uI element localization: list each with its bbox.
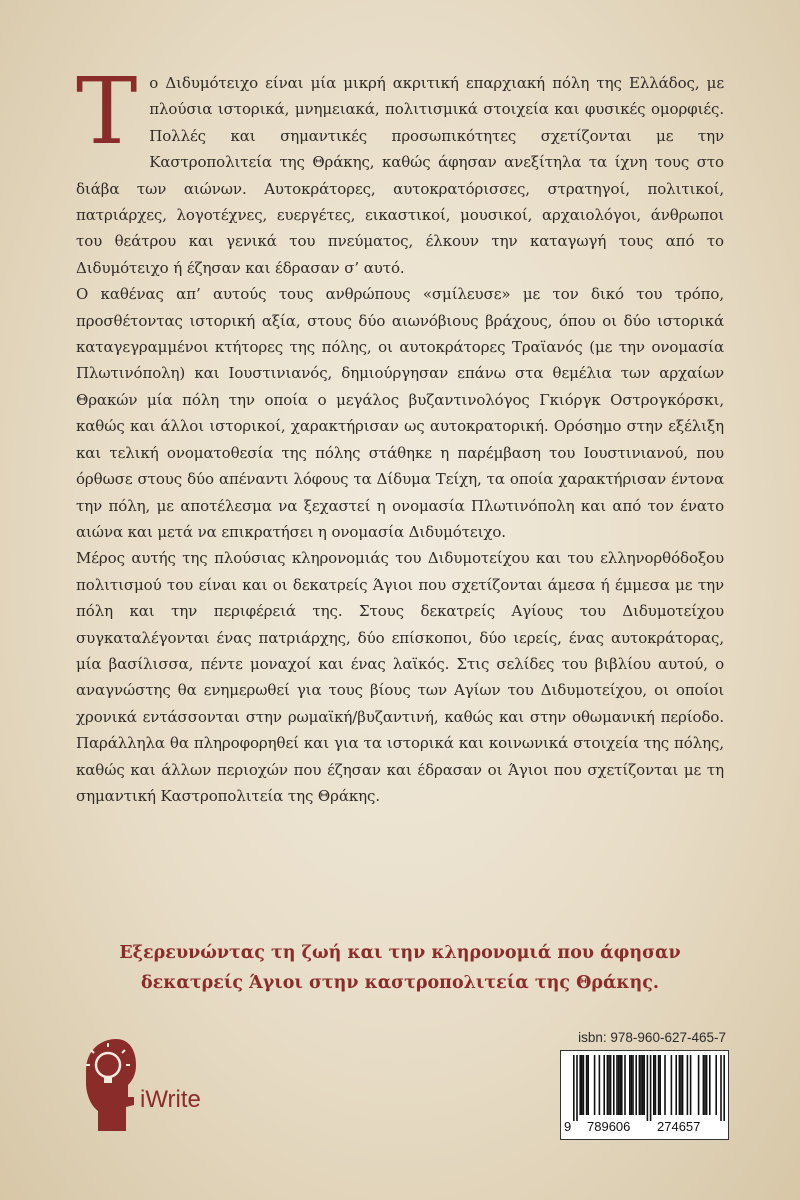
isbn-label: isbn: 978-960-627-465-7 — [578, 1030, 726, 1045]
paragraph-1-text: ο Διδυμότειχο είναι μία μικρή ακριτική επαρχιακή πόλη της Ελλάδος, με πλούσια ιστορικά, μνημειακά, πολιτισμικά στοιχεία και φυσικές ομορφιές. Πολλές και σημαντικές προσωπικότητες σχετίζονται με την Καστροπολιτεία της Θράκης, καθώς άφησαν ανεξίτηλα τα ίχνη τους στο διάβα των αιώνων. Αυτοκράτορες, αυτοκρατόρισσες, στρατηγοί, πολιτικοί, πατριάρχες, λογοτέχνες, ευεργέτες, εικαστικοί, μουσικοί, αρχαιολόγοι, άνθρωποι του θεάτρου και γενικά του πνεύματος, έλκουν την καταγωγή τους από το Διδυμότειχο ή έζησαν και έδρασαν σ’ αυτό. — [76, 74, 724, 277]
barcode-bar — [655, 1055, 657, 1115]
barcode-digits — [561, 1117, 728, 1137]
barcode-bar — [573, 1055, 575, 1121]
barcode-bar — [576, 1055, 578, 1121]
barcode-bar — [610, 1055, 612, 1115]
barcode — [560, 1050, 729, 1140]
barcode-bar — [682, 1055, 684, 1115]
tagline-line-2: δεκατρείς Άγιοι στην καστροπολιτεία της Θράκης. — [140, 973, 660, 993]
barcode-bar — [675, 1055, 677, 1115]
barcode-bar — [603, 1055, 605, 1115]
barcode-bar — [650, 1055, 652, 1121]
barcode-bar — [581, 1055, 583, 1115]
barcode-digits-left: 789606 — [587, 1119, 631, 1134]
barcode-bar — [607, 1055, 609, 1115]
barcode-bar — [715, 1055, 717, 1115]
barcode-bar — [679, 1055, 681, 1115]
barcode-bar — [629, 1055, 631, 1115]
barcode-bar — [671, 1055, 673, 1115]
barcode-bar — [579, 1055, 581, 1115]
barcode-bar — [616, 1055, 618, 1115]
drop-cap: Τ — [76, 58, 138, 165]
paragraph-2: Ο καθένας απ’ αυτούς τους ανθρώπους «σμίλευσε» με τον δικό του τρόπο, προσθέτοντας ιστορική αξία, στους δύο αιωνόβιους βράχους, όπου οι δύο ιστορικά καταγεγραμμένοι κτήτορες της πόλης, οι αυτοκράτορες Τραϊανός (με την ονομασία Πλωτινόπολη) και Ιουστινιανός, δημιούργησαν επάνω στα θεμέλια των αρχαίων Θρακών μία πόλη την οποία ο μεγάλος βυζαντινολόγος Γκιόργκ Οστρογκόρσκι, καθώς και άλλοι ιστορικοί, χαρακτήρισαν ως αυτοκρατορική. Ορόσημο στην εξέλιξη και τελική ονοματοθεσία της πόλης στάθηκε η παρέμβαση του Ιουστινιανού, που όρθωσε στους δύο απέναντι λόφους τα Δίδυμα Τείχη, τα οποία χαρακτήρισαν έντονα την πόλη, με αποτέλεσμα να ξεχαστεί η ονομασία Πλωτινόπολη και από τον ένατο αιώνα και μετά να επικρατήσει η ονομασία Διδυμότειχο. — [76, 285, 724, 541]
barcode-bar — [635, 1055, 637, 1115]
tagline — [100, 938, 700, 998]
barcode-bar — [664, 1055, 666, 1115]
barcode-bar — [703, 1055, 705, 1115]
barcode-bar — [720, 1055, 722, 1121]
tagline-line-1: Εξερευνώντας τη ζωή και την κληρονομιά που άφησαν — [119, 943, 681, 963]
barcode-bar — [594, 1055, 596, 1115]
barcode-bar — [632, 1055, 634, 1115]
barcode-bar — [599, 1055, 601, 1115]
barcode-bar — [618, 1055, 620, 1115]
barcode-bar — [587, 1055, 589, 1115]
barcode-bar — [583, 1055, 585, 1115]
barcode-bar — [690, 1055, 692, 1115]
barcode-bar — [706, 1055, 708, 1115]
barcode-bar — [613, 1055, 615, 1115]
barcode-bar — [640, 1055, 642, 1115]
synopsis-text — [76, 58, 724, 809]
barcode-bar — [639, 1055, 641, 1115]
paragraph-1 — [76, 58, 724, 281]
barcode-bar — [647, 1055, 649, 1121]
barcode-bar — [631, 1055, 633, 1115]
barcode-bar — [586, 1055, 588, 1115]
barcode-bar — [687, 1055, 689, 1115]
barcode-bar — [659, 1055, 661, 1115]
barcode-bar — [608, 1055, 610, 1115]
barcode-bar — [653, 1055, 655, 1115]
barcode-bar — [624, 1055, 626, 1115]
barcode-bars — [563, 1055, 726, 1121]
barcode-digits-right: 274657 — [657, 1119, 701, 1134]
barcode-digit-first: 9 — [564, 1119, 572, 1134]
paragraph-3: Μέρος αυτής της πλούσιας κληρονομιάς του Διδυμοτείχου και του ελληνορθόδοξου πολιτισμού του είναι και οι δεκατρείς Άγιοι που σχετίζονται άμεσα ή έμμεσα με την πόλη και την περιφέρειά της. Στους δεκατρείς Αγίους του Διδυμοτείχου συγκαταλέγονται ένας πατριάρχης, δύο επίσκοποι, δύο ιερείς, ένας αυτοκράτορας, μία βασίλισσα, πέντε μοναχοί και ένας λαϊκός. Στις σελίδες του βιβλίου αυτού, ο αναγνώστης θα ενημερωθεί για τους βίους των Αγίων του Διδυμοτείχου, οι οποίοι χρονικά εντάσσονται στην ρωμαϊκή/βυζαντινή, καθώς και στην οθωμανική περίοδο. Παράλληλα θα πληροφορηθεί και για τα ιστορικά και κοινωνικά στοιχεία της πόλης, καθώς και άλλων περιοχών που έζησαν και έδρασαν οι Άγιοι που σχετίζονται με τη σημαντική Καστροπολιτεία της Θράκης. — [76, 549, 724, 805]
head-with-lightbulb-icon — [78, 1035, 138, 1135]
barcode-bar — [621, 1055, 623, 1115]
barcode-bar — [680, 1055, 682, 1115]
barcode-bar — [709, 1055, 711, 1115]
barcode-bar — [698, 1055, 700, 1115]
barcode-bar — [642, 1055, 644, 1115]
barcode-bar — [643, 1055, 645, 1115]
publisher-name: iWrite — [140, 1086, 201, 1113]
barcode-bar — [619, 1055, 621, 1115]
barcode-bar — [723, 1055, 725, 1121]
barcode-bar — [704, 1055, 706, 1115]
barcode-bar — [658, 1055, 660, 1115]
